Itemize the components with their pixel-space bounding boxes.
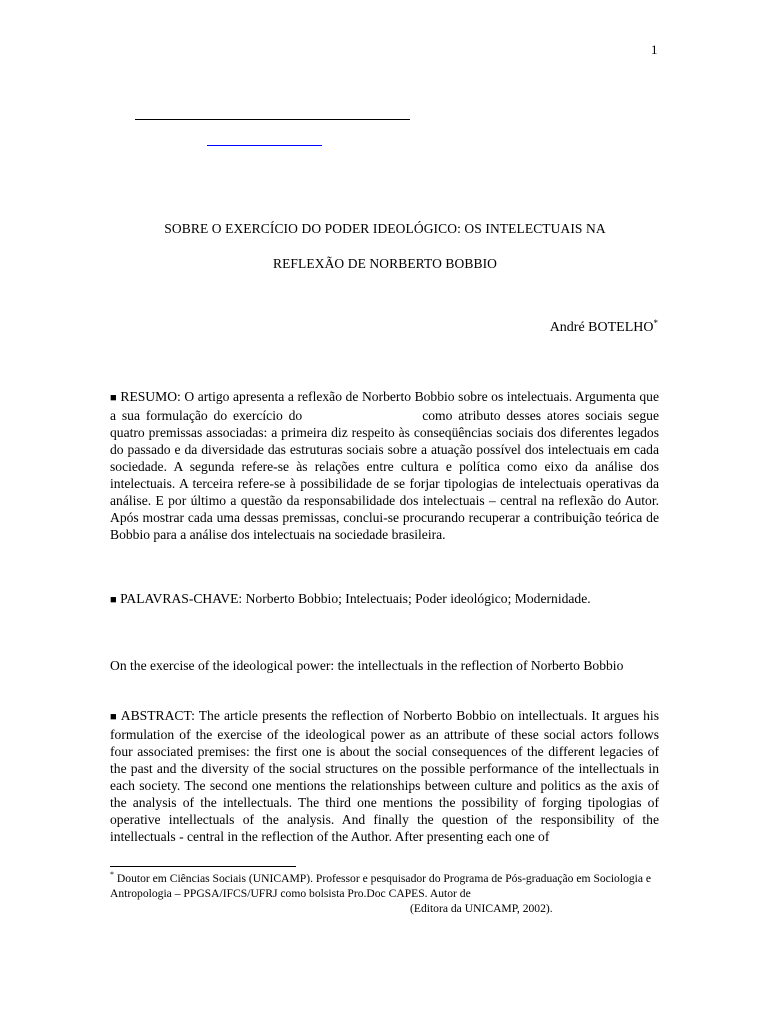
header-link-underline[interactable]: [207, 145, 322, 146]
abstract-paragraph: [110, 707, 659, 845]
resumo-label: RESUMO:: [120, 389, 181, 404]
abstract-bullet: ■: [110, 711, 118, 723]
keywords-bullet: ■: [110, 594, 117, 606]
footnote: [110, 867, 662, 916]
abstract-label: ABSTRACT:: [120, 708, 195, 723]
article-title-line-1: SOBRE O EXERCÍCIO DO PODER IDEOLÓGICO: OS INTELECTUAIS NA: [164, 221, 606, 236]
keywords-paragraph: [110, 590, 659, 609]
header-rule: [135, 119, 410, 120]
resumo-text-part2: como atributo desses atores sociais segue quatro premissas associadas: a primeira diz respeito às conseqüências sociais dos diferentes legados do passado e da diversidade das estruturas sociais sobre a atuação possível dos intelectuais em cada sociedade. A segunda refere-se às relações entre cultura e política como eixo da análise dos intelectuais. A terceira refere-se à possibilidade de se forjar tipologias de intelectuais operativas da análise. E por último a questão da responsabilidade dos intelectuais – central na reflexão do Autor. Após mostrar cada uma dessas premissas, conclui-se procurando recuperar a contribuição teórica de Bobbio para a análise dos intelectuais na sociedade brasileira.: [110, 408, 659, 542]
footnote-mark: *: [110, 870, 114, 879]
resumo-paragraph: [110, 388, 659, 543]
article-title-line-2: REFLEXÃO DE NORBERTO BOBBIO: [272, 256, 498, 271]
author-name: [550, 320, 658, 336]
resumo-text-part1: O artigo apresenta a reflexão de Norberto Bobbio sobre os intelectuais. Argumenta que a sua formulação do exercício do: [110, 389, 659, 423]
keywords-label: PALAVRAS-CHAVE:: [120, 591, 243, 606]
author-footnote-mark: *: [653, 318, 658, 328]
footnote-text: Doutor em Ciências Sociais (UNICAMP). Professor e pesquisador do Programa de Pós-graduação em Sociologia e Antropologia – PPGSA/IFCS/UFRJ como bolsista Pro.Doc CAPES. Autor de: [110, 871, 652, 900]
keywords-text: Norberto Bobbio; Intelectuais; Poder ideológico; Modernidade.: [245, 591, 591, 606]
page-number: 1: [651, 42, 658, 57]
resumo-bullet: ■: [110, 392, 117, 404]
abstract-text: The article presents the reflection of Norberto Bobbio on intellectuals. It argues his formulation of the exercise of the ideological power as an attribute of these social actors follows four associated premises: the first one is about the social consequences of the different legacies of the past and the diversity of the social structures on the possible performance of the intellectuals in each society. The second one mentions the relationships between culture and politics as the axis of the analysis of the intellectuals. The third one mentions the possibility of forging tipologias of operative intellectuals of the analysis. And finally the question of the responsibility of the intellectuals - central in the reflection of the Author. After presenting each one of: [110, 708, 659, 844]
footnote-line-3: (Editora da UNICAMP, 2002).: [410, 901, 553, 915]
author-name-text: André BOTELHO: [549, 320, 654, 335]
english-title: On the exercise of the ideological power: the intellectuals in the reflection of Norberto Bobbio: [110, 658, 624, 673]
